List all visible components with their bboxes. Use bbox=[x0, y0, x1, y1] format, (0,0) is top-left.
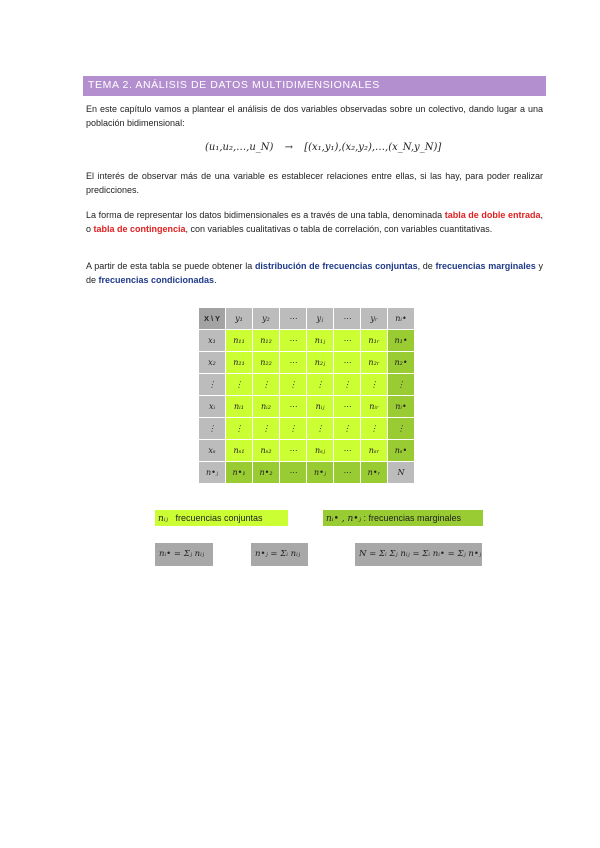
table-footer-row bbox=[199, 462, 415, 484]
table-cell: xᵢ bbox=[199, 396, 226, 418]
table-cell: ⋮ bbox=[307, 418, 334, 440]
table-cell: ⋮ bbox=[226, 374, 253, 396]
table-cell: ⋮ bbox=[253, 374, 280, 396]
table-cell: n•₁ bbox=[226, 462, 253, 484]
table-cell: ⋮ bbox=[226, 418, 253, 440]
table-cell: y₂ bbox=[253, 308, 280, 330]
contingency-table bbox=[198, 307, 415, 484]
table-cell: yⱼ bbox=[307, 308, 334, 330]
bidimensional-formula bbox=[205, 142, 441, 153]
table-cell: ⋯ bbox=[334, 308, 361, 330]
formula-left: (u₁,u₂,…,u_N) bbox=[205, 142, 274, 153]
table-para-text-2: , o bbox=[86, 210, 543, 234]
table-cell: n₁₂ bbox=[253, 330, 280, 352]
table-cell: nᵢ₂ bbox=[253, 396, 280, 418]
table-cell: ⋮ bbox=[253, 418, 280, 440]
arrow-icon: → bbox=[284, 142, 294, 153]
table-cell: ⋯ bbox=[280, 330, 307, 352]
table-cell: n•ᵣ bbox=[361, 462, 388, 484]
freq-para-text-1: A partir de esta tabla se puede obtener la bbox=[86, 261, 255, 271]
frequencies-paragraph bbox=[86, 260, 543, 287]
formula-row-marginal: nᵢ• = Σⱼ nᵢⱼ bbox=[155, 543, 213, 566]
table-cell: nₛ₂ bbox=[253, 440, 280, 462]
table-cell: ⋯ bbox=[334, 396, 361, 418]
table-cell: ⋮ bbox=[199, 418, 226, 440]
intro-paragraph: En este capítulo vamos a plantear el análisis de dos variables observadas sobre un colectivo, dando lugar a una población bidimensional: bbox=[86, 104, 543, 128]
highlight-frecuencias-condicionadas: frecuencias condicionadas bbox=[98, 274, 215, 285]
table-cell: n₁ⱼ bbox=[307, 330, 334, 352]
table-cell: ⋮ bbox=[334, 418, 361, 440]
table-para-text-1: La forma de representar los datos bidimensionales es a través de una tabla, denominada bbox=[86, 210, 445, 220]
table-cell: nᵢ• bbox=[388, 308, 415, 330]
table-cell: n₁ᵣ bbox=[361, 330, 388, 352]
table-row bbox=[199, 440, 415, 462]
legend-conjuntas-symbol: nᵢⱼ bbox=[158, 514, 168, 524]
table-cell: ⋯ bbox=[334, 330, 361, 352]
freq-para-text-4: . bbox=[214, 274, 217, 285]
table-cell: n₁₁ bbox=[226, 330, 253, 352]
table-cell: ⋮ bbox=[361, 418, 388, 440]
formula-column-marginal: n•ⱼ = Σᵢ nᵢⱼ bbox=[251, 543, 308, 566]
legend-marginales-text: : frecuencias marginales bbox=[363, 513, 462, 523]
interest-paragraph: El interés de observar más de una variable es establecer relaciones entre ellas, si las hay, para poder realizar predicciones. bbox=[86, 171, 543, 195]
table-cell: n₂₂ bbox=[253, 352, 280, 374]
table-cell: X \ Y bbox=[199, 308, 226, 330]
table-cell: x₁ bbox=[199, 330, 226, 352]
table-row bbox=[199, 352, 415, 374]
table-cell: ⋮ bbox=[280, 418, 307, 440]
table-paragraph bbox=[86, 209, 543, 236]
table-cell: n₂ᵣ bbox=[361, 352, 388, 374]
table-row bbox=[199, 330, 415, 352]
table-cell: nᵢ• bbox=[388, 396, 415, 418]
table-header-row bbox=[199, 308, 415, 330]
freq-para-text-2: , de bbox=[417, 261, 436, 271]
highlight-frecuencias-conjuntas: distribución de frecuencias conjuntas bbox=[254, 261, 418, 271]
table-cell: y₁ bbox=[226, 308, 253, 330]
table-cell: ⋮ bbox=[361, 374, 388, 396]
table-cell: nᵢ₁ bbox=[226, 396, 253, 418]
table-row bbox=[199, 418, 415, 440]
table-cell: n₂ⱼ bbox=[307, 352, 334, 374]
table-cell: nₛⱼ bbox=[307, 440, 334, 462]
table-cell: ⋮ bbox=[307, 374, 334, 396]
table-cell: ⋯ bbox=[280, 396, 307, 418]
highlight-tabla-contingencia: tabla de contingencia bbox=[93, 223, 186, 234]
table-row bbox=[199, 396, 415, 418]
table-cell: nₛ• bbox=[388, 440, 415, 462]
table-cell: n•ⱼ bbox=[199, 462, 226, 484]
table-cell: nᵢᵣ bbox=[361, 396, 388, 418]
table-cell: ⋯ bbox=[280, 352, 307, 374]
table-cell: nₛᵣ bbox=[361, 440, 388, 462]
table-cell: ⋯ bbox=[280, 308, 307, 330]
table-cell: ⋮ bbox=[280, 374, 307, 396]
table-para-text-3: , con variables cualitativas o tabla de correlación, con variables cuantitativas. bbox=[185, 223, 493, 234]
table-cell: ⋯ bbox=[280, 440, 307, 462]
table-cell: ⋮ bbox=[199, 374, 226, 396]
highlight-frecuencias-marginales: frecuencias marginales bbox=[435, 261, 536, 271]
legend-marginales bbox=[323, 510, 483, 526]
freq-para-text-3: y de bbox=[86, 261, 543, 285]
highlight-tabla-doble-entrada: tabla de doble entrada bbox=[444, 210, 541, 220]
table-cell: x₂ bbox=[199, 352, 226, 374]
table-cell: ⋯ bbox=[280, 462, 307, 484]
legend-conjuntas-text: frecuencias conjuntas bbox=[175, 513, 263, 523]
table-cell: nₛ₁ bbox=[226, 440, 253, 462]
table-cell: ⋮ bbox=[388, 374, 415, 396]
table-cell: ⋮ bbox=[334, 374, 361, 396]
table-cell: xₛ bbox=[199, 440, 226, 462]
legend-conjuntas bbox=[155, 510, 288, 526]
table-cell: n₁• bbox=[388, 330, 415, 352]
table-cell: ⋯ bbox=[334, 462, 361, 484]
table-cell: ⋯ bbox=[334, 440, 361, 462]
section-title-bar bbox=[83, 76, 546, 96]
section-title: TEMA 2. ANÁLISIS DE DATOS MULTIDIMENSIONALES bbox=[88, 79, 380, 91]
table-cell: n•ⱼ bbox=[307, 462, 334, 484]
table-cell: n₂₁ bbox=[226, 352, 253, 374]
table-cell: ⋮ bbox=[388, 418, 415, 440]
formula-total: N = Σᵢ Σⱼ nᵢⱼ = Σᵢ nᵢ• = Σⱼ n•ⱼ bbox=[355, 543, 482, 566]
table-cell: n•₂ bbox=[253, 462, 280, 484]
legend-marginales-symbol: nᵢ• , n•ⱼ bbox=[326, 514, 361, 524]
formula-right: [(x₁,y₁),(x₂,y₂),…,(x_N,y_N)] bbox=[304, 142, 442, 153]
table-cell: ⋯ bbox=[334, 352, 361, 374]
table-cell: n₂• bbox=[388, 352, 415, 374]
table-cell: nᵢⱼ bbox=[307, 396, 334, 418]
table-cell: N bbox=[388, 462, 415, 484]
table-cell: yᵣ bbox=[361, 308, 388, 330]
table-row bbox=[199, 374, 415, 396]
